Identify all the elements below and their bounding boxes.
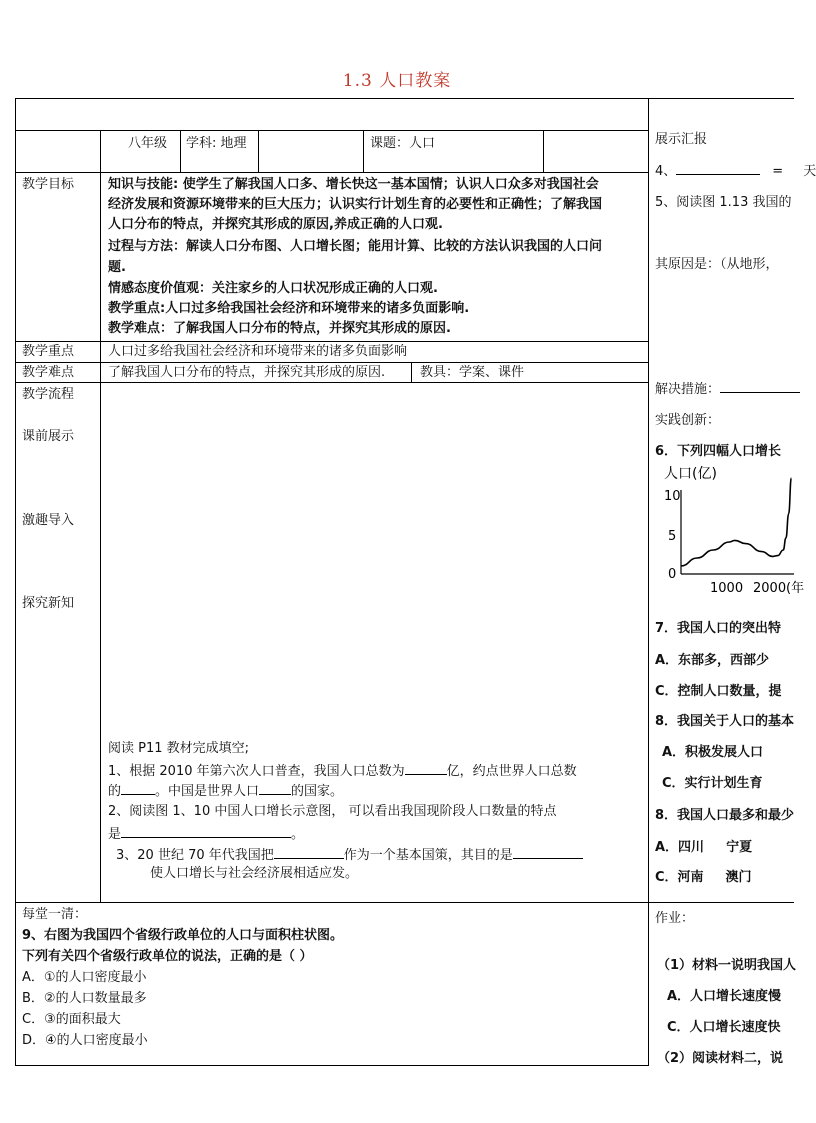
y-tick-label: 5 (668, 529, 677, 544)
goals-line: 经济发展和资源环境带来的巨大压力；认识实行计划生育的必要性和正确性；了解我国 (108, 197, 603, 212)
question-2: 2、阅读图 1、10 中国人口增长示意图， 可以看出我国现阶段人口数量的特点 (108, 804, 557, 819)
show-report-label: 展示汇报 (655, 132, 708, 147)
reading-intro: 阅读 P11 教材完成填空; (108, 741, 250, 756)
homework-2: （2）阅读材料二，说 (657, 1051, 784, 1066)
question-9-stem: 下列有关四个省级行政单位的说法，正确的是（ ） (22, 949, 313, 964)
option-a: A．①的人口密度最小 (22, 970, 147, 985)
reason-text: 其原因是：（从地形， (655, 257, 779, 272)
blank (405, 761, 447, 775)
explore-label: 探究新知 (22, 596, 75, 611)
cell-divider (363, 130, 364, 172)
x-tick-label: (年 (786, 581, 805, 596)
q8-option-c: C．实行计划生育 (662, 776, 763, 791)
q4-text: = (772, 164, 784, 179)
population-growth-chart (650, 458, 805, 598)
q8-option-a: A．积极发展人口 (662, 745, 764, 760)
tools-text: 教具：学案、课件 (420, 365, 525, 380)
row-line (15, 341, 649, 342)
blank (513, 845, 583, 859)
subject-cell: 学科: 地理 (186, 136, 247, 151)
focus-label: 教学重点 (22, 344, 75, 359)
daily-label: 每堂一清： (22, 907, 88, 922)
row-line (15, 902, 794, 903)
q1-text: 亿，约点世界人口总数 (446, 764, 577, 779)
blank (121, 824, 291, 838)
hw1-option-c: C．人口增长速度快 (667, 1020, 781, 1035)
goals-line: 教学重点:人口过多给我国社会经济和环境带来的诸多负面影响. (108, 301, 470, 316)
practice-label: 实践创新： (655, 413, 721, 428)
focus-text: 人口过多给我国社会经济和环境带来的诸多负面影响 (108, 344, 408, 359)
pre-class-label: 课前展示 (22, 429, 75, 444)
q4-text: 4、 (655, 164, 677, 179)
cell-divider (180, 130, 181, 172)
q8b-text: 澳门 (725, 870, 752, 885)
blank (676, 161, 760, 175)
cell-divider (543, 130, 544, 172)
q1-text: 。中国是世界人口 (155, 784, 260, 799)
difficulty-text: 了解我国人口分布的特点，并探究其形成的原因. (108, 365, 386, 380)
q2-text: 是 (108, 827, 122, 842)
hw1-option-a: A．人口增长速度慢 (667, 989, 782, 1004)
blank (274, 845, 344, 859)
q1-text: 1、根据 2010 年第六次人口普查，我国人口总数为 (108, 764, 405, 779)
question-3-cont: 使人口增长与社会经济展相适应发。 (150, 866, 359, 881)
question-8b: 8．我国人口最多和最少 (655, 808, 795, 823)
goals-label: 教学目标 (22, 177, 75, 192)
cell-divider (411, 362, 412, 382)
q3-text: 3、20 世纪 70 年代我国把 (116, 848, 274, 863)
chart-ylabel: 人口(亿) (664, 466, 717, 482)
row-line (15, 172, 649, 173)
goals-line: 情感态度价值观：关注家乡的人口状况形成正确的人口观. (108, 281, 438, 296)
cell-divider (258, 130, 259, 172)
question-2-cont (108, 824, 304, 844)
y-tick-label: 10 (664, 489, 681, 504)
question-1-cont (108, 781, 343, 801)
population-series-line (681, 478, 791, 566)
question-3 (116, 845, 583, 865)
intro-label: 激趣导入 (22, 513, 75, 528)
label-col-divider (100, 130, 101, 902)
q7-option-a: A．东部多，西部少 (655, 653, 770, 668)
flow-label: 教学流程 (22, 387, 75, 402)
goals-line: 过程与方法：解读人口分布图、人口增长图；能用计算、比较的方法认识我国的人口问 (108, 239, 603, 254)
question-8: 8．我国关于人口的基本 (655, 714, 795, 729)
question-6: 6．下列四幅人口增长 (655, 444, 782, 459)
homework-label: 作业： (655, 911, 695, 926)
table-border-bottom (15, 1065, 649, 1066)
question-9: 9、右图为我国四个省级行政单位的人口与面积柱状图。 (22, 928, 344, 943)
q8b-option-c (655, 866, 752, 885)
q1-text: 的 (108, 784, 122, 799)
q1-text: 的国家。 (291, 784, 344, 799)
q8b-text: 宁夏 (726, 840, 753, 855)
solve-label: 解决措施： (655, 382, 721, 397)
x-tick-label: 1000 (710, 581, 744, 596)
q8b-text: A．四川 (655, 840, 705, 855)
goals-line: 人口分布的特点，并探究其形成的原因,养成正确的人口观. (108, 217, 443, 232)
q7-option-c: C．控制人口数量，提 (655, 684, 782, 699)
question-1 (108, 761, 577, 781)
x-tick-label: 2000 (753, 581, 787, 596)
q2-text: 。 (291, 827, 305, 842)
solve-text (655, 378, 800, 397)
y-tick-label: 0 (668, 567, 677, 582)
table-border-left (15, 98, 16, 1066)
goals-line: 题. (108, 260, 126, 275)
blank (121, 781, 155, 795)
question-5: 5、阅读图 1.13 我国的 (655, 195, 792, 210)
grade-cell: 八年级 (128, 136, 168, 151)
blank (259, 781, 291, 795)
q8b-text: C．河南 (655, 870, 704, 885)
goals-line: 知识与技能: 使学生了解我国人口多、增长快这一基本国情；认识人口众多对我国社会 (108, 177, 599, 192)
page-title: 1.3 人口教案 (342, 71, 452, 91)
row-line (15, 130, 649, 131)
homework-1: （1）材料一说明我国人 (657, 958, 797, 973)
question-7: 7．我国人口的突出特 (655, 621, 782, 636)
goals-line: 教学难点：了解我国人口分布的特点，并探究其形成的原因. (108, 321, 451, 336)
question-4 (655, 160, 816, 179)
difficulty-label: 教学难点 (22, 365, 75, 380)
option-b: B．②的人口数量最多 (22, 991, 147, 1006)
q4-text: 天 (803, 164, 816, 179)
q8b-option-a (655, 836, 752, 855)
column-divider (648, 98, 649, 1066)
q3-text: 作为一个基本国策，其目的是 (343, 848, 513, 863)
blank (720, 379, 800, 393)
row-line (15, 382, 649, 383)
option-c: C．③的面积最大 (22, 1012, 121, 1027)
table-border-top (15, 98, 794, 99)
row-line (15, 362, 649, 363)
topic-cell: 课题：人口 (370, 136, 436, 151)
option-d: D．④的人口密度最小 (22, 1033, 148, 1048)
